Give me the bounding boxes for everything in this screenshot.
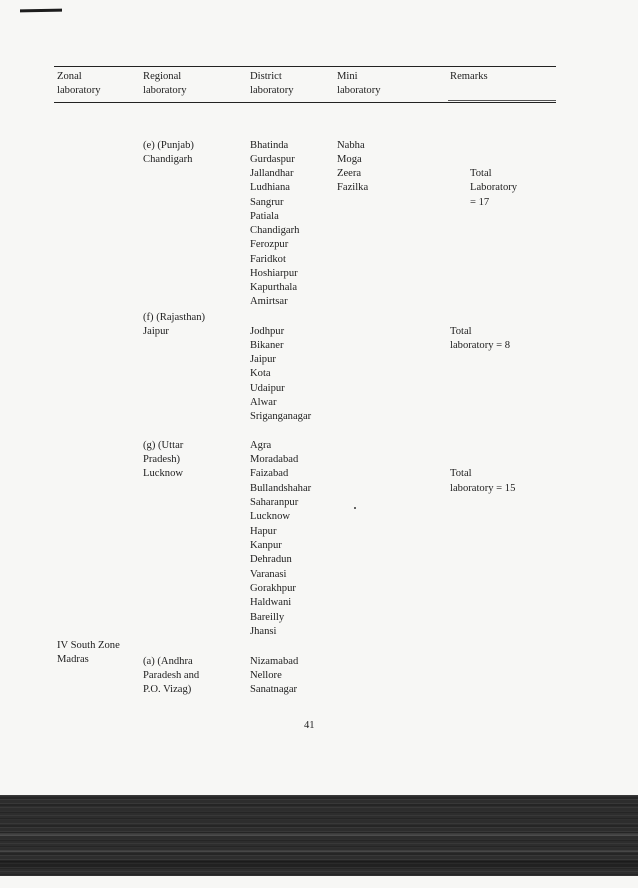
punjab-regional-line2: Chandigarh [143,154,193,165]
up-district: Moradabad [250,454,299,465]
punjab-remarks-line1: Total [470,168,492,179]
punjab-district: Amirtsar [250,296,288,307]
page-number: 41 [304,720,315,731]
up-regional-line2: Pradesh) [143,454,181,465]
scan-corner-mark [20,9,62,13]
punjab-mini: Nabha [337,140,365,151]
punjab-mini: Zeera [337,168,362,179]
up-district: Saharanpur [250,497,299,508]
scan-band-light [0,850,638,852]
punjab-district: Ferozpur [250,239,289,250]
south-regional-line2: Paradesh and [143,670,200,681]
up-district: Dehradun [250,554,292,565]
south-regional-line1: (a) (Andhra [143,656,193,667]
up-district: Gorakhpur [250,583,296,594]
scan-speck [354,507,356,509]
up-district: Kanpur [250,540,282,551]
scan-band-dark [0,861,638,867]
up-remarks-line1: Total [450,468,472,479]
rajasthan-regional-line1: (f) (Rajasthan) [143,312,206,323]
rajasthan-regional-line2: Jaipur [143,326,169,337]
header-regional-line1: Regional [143,71,182,82]
punjab-district: Chandigarh [250,225,300,236]
up-district: Lucknow [250,511,291,522]
up-remarks-line2: laboratory = 15 [450,483,516,494]
punjab-district: Sangrur [250,197,284,208]
punjab-district: Kapurthala [250,282,298,293]
header-regional-line2: laboratory [143,85,187,96]
punjab-district: Patiala [250,211,279,222]
punjab-mini: Moga [337,154,362,165]
up-district: Bareilly [250,612,285,623]
rajasthan-remarks-line2: laboratory = 8 [450,340,511,351]
header-zonal-line1: Zonal [57,71,82,82]
up-district: Haldwani [250,597,292,608]
south-regional-line3: P.O. Vizag) [143,684,192,695]
header-mini-line1: Mini [337,71,358,82]
south-zonal-line2: Madras [57,654,89,665]
south-district: Nizamabad [250,656,299,667]
punjab-regional-line1: (e) (Punjab) [143,140,194,151]
rajasthan-district: Jodhpur [250,326,285,337]
header-district-line1: District [250,71,282,82]
punjab-mini: Fazilka [337,182,369,193]
punjab-district: Hoshiarpur [250,268,298,279]
rajasthan-district: Jaipur [250,354,276,365]
punjab-district: Ludhiana [250,182,291,193]
punjab-remarks-line3: = 17 [470,197,490,208]
up-district: Bullandshahar [250,483,312,494]
up-district: Hapur [250,526,277,537]
punjab-district: Faridkot [250,254,286,265]
rajasthan-district: Udaipur [250,383,285,394]
header-district-line2: laboratory [250,85,294,96]
up-district: Faizabad [250,468,289,479]
table-top-rule [54,66,556,67]
header-mini-line2: laboratory [337,85,381,96]
header-bottom-rule [54,102,556,103]
up-district: Agra [250,440,272,451]
south-zonal-line1: IV South Zone [57,640,120,651]
header-bottom-rule-faint [448,100,556,101]
header-zonal-line2: laboratory [57,85,101,96]
punjab-remarks-line2: Laboratory [470,182,518,193]
up-regional-line1: (g) (Uttar [143,440,184,451]
punjab-district: Gurdaspur [250,154,295,165]
punjab-district: Jallandhar [250,168,294,179]
rajasthan-district: Bikaner [250,340,284,351]
south-district: Nellore [250,670,282,681]
scan-artifact-bar [0,795,638,876]
header-remarks: Remarks [450,71,488,82]
up-district: Varanasi [250,569,287,580]
south-district: Sanatnagar [250,684,298,695]
rajasthan-district: Alwar [250,397,277,408]
scan-band-light [0,833,638,836]
rajasthan-district: Kota [250,368,271,379]
punjab-district: Bhatinda [250,140,289,151]
up-regional-line3: Lucknow [143,468,184,479]
rajasthan-remarks-line1: Total [450,326,472,337]
up-district: Jhansi [250,626,277,637]
rajasthan-district: Sriganganagar [250,411,312,422]
